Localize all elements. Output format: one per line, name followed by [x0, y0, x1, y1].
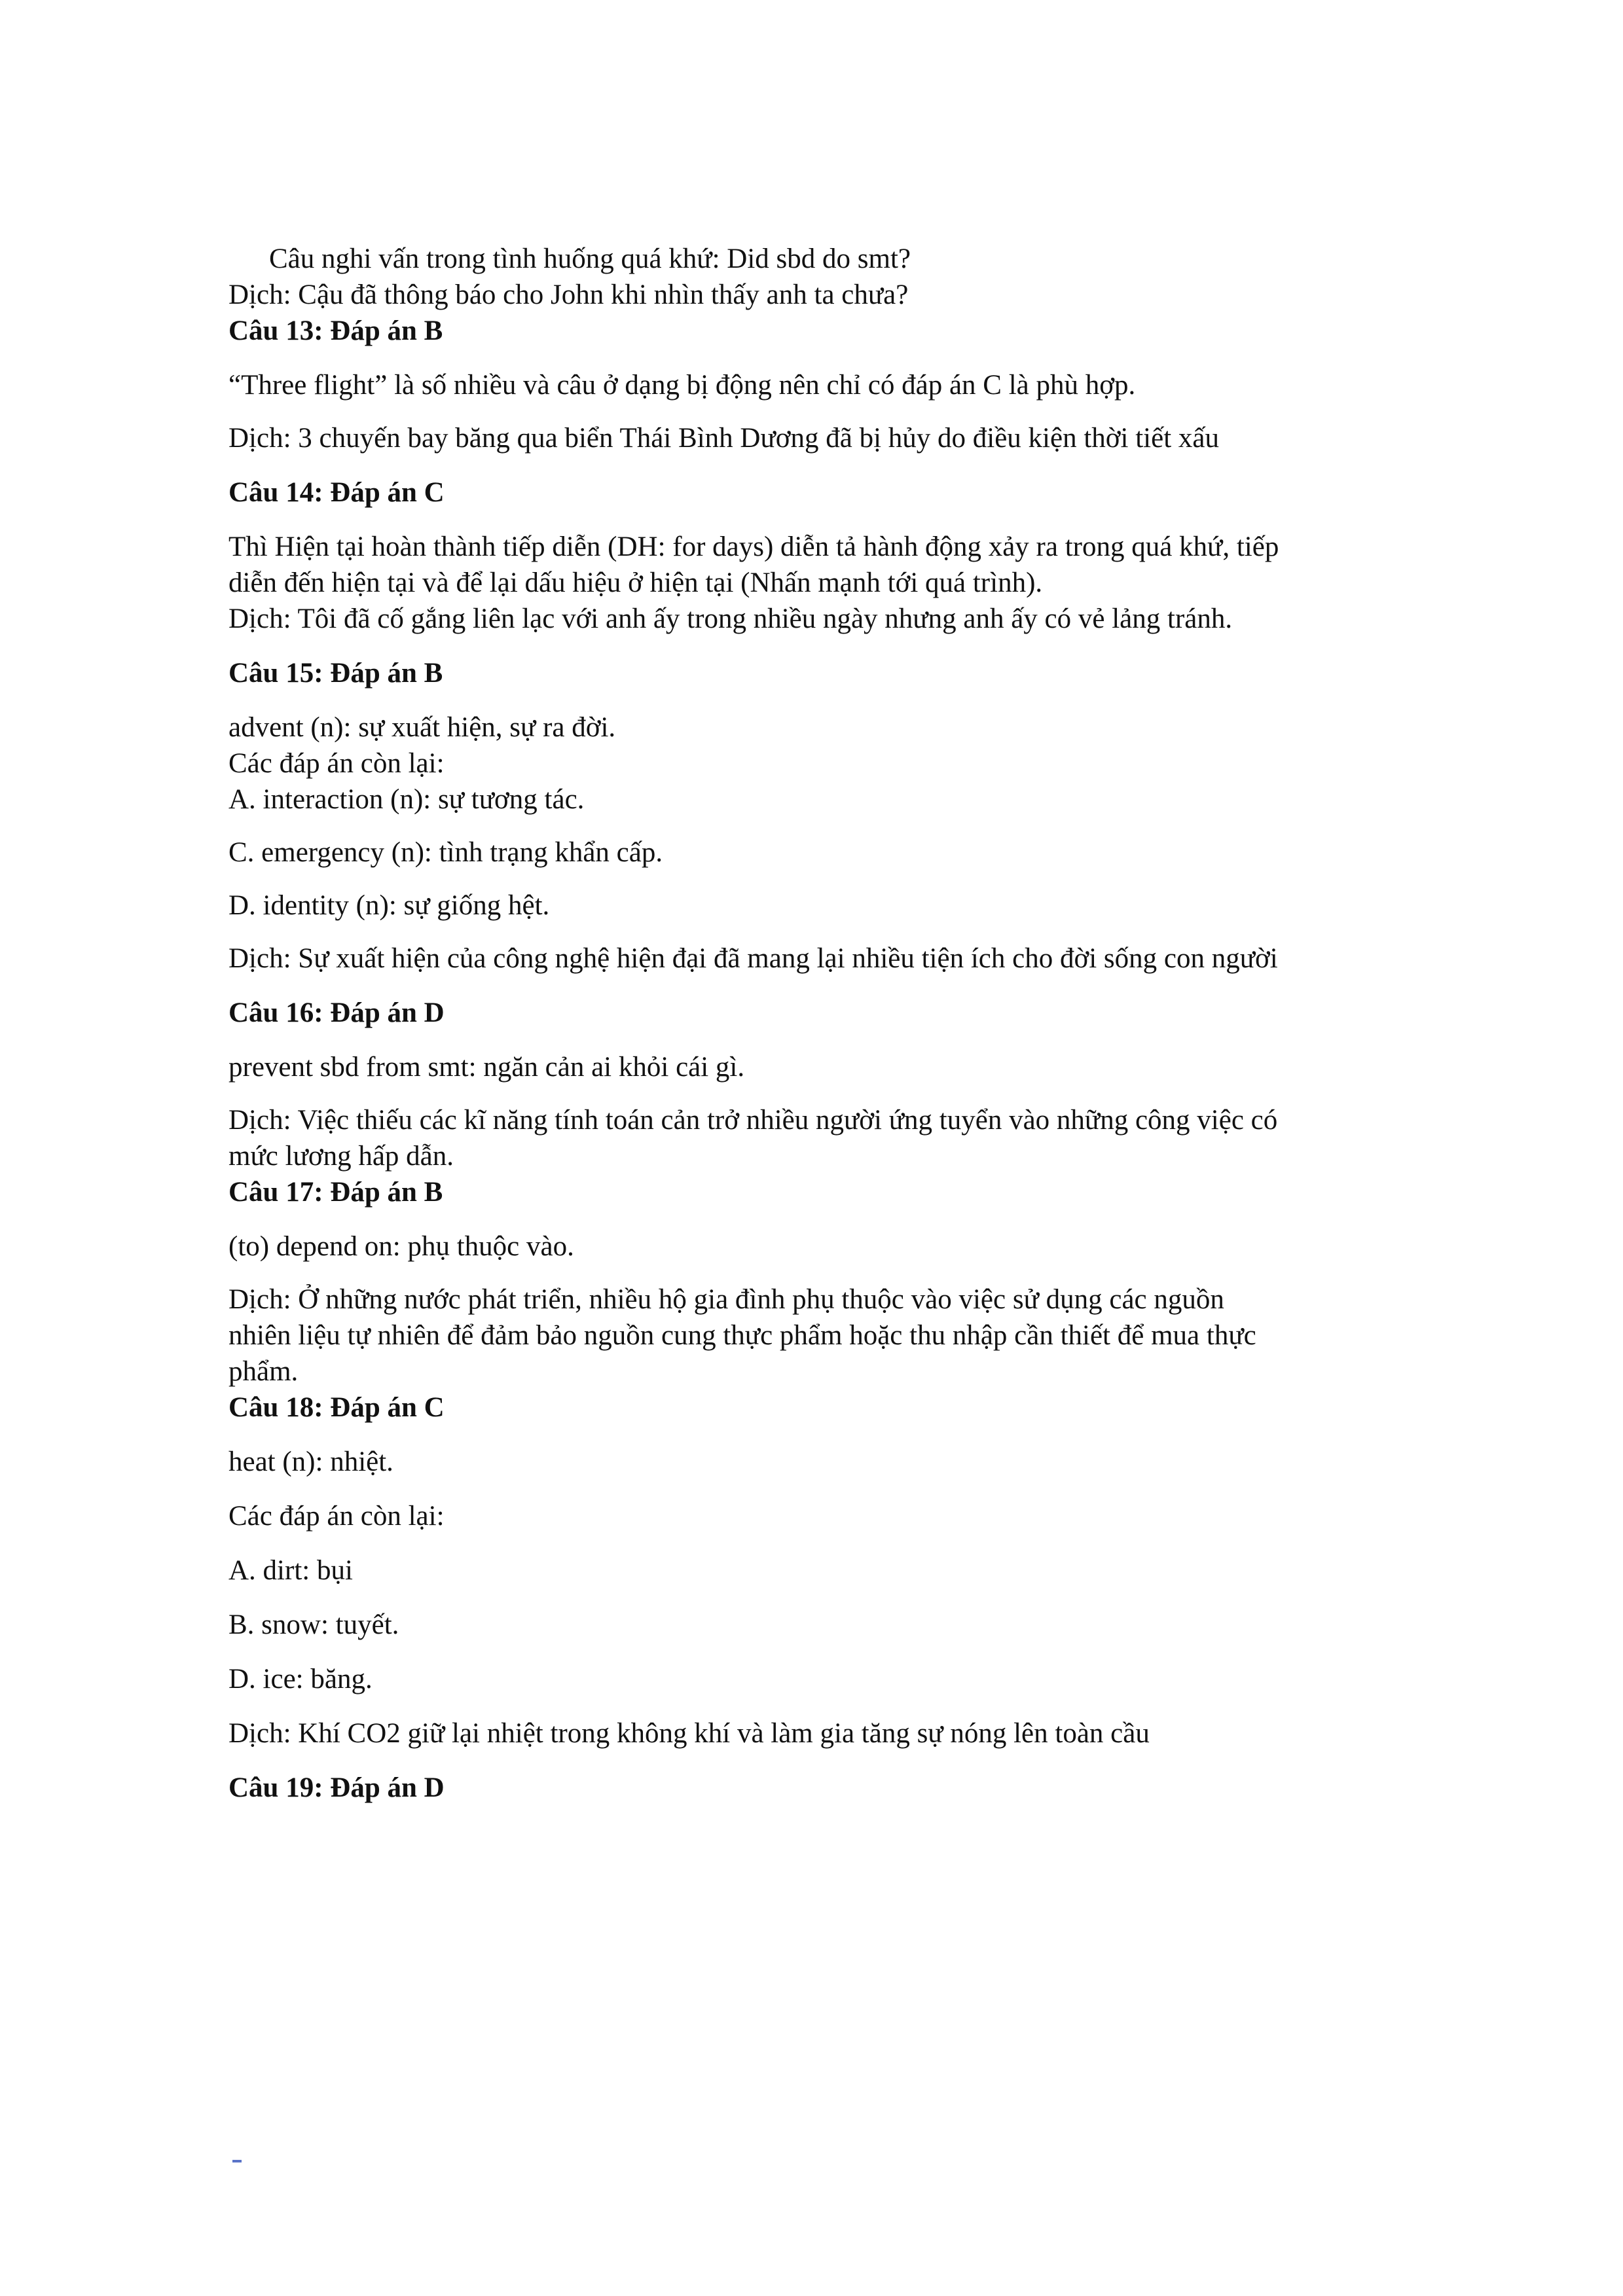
question-18-option-b: B. snow: tuyết. — [228, 1609, 399, 1640]
question-17-definition: (to) depend on: phụ thuộc vào. — [228, 1231, 574, 1262]
question-15-others-label: Các đáp án còn lại: — [228, 748, 445, 779]
question-18-others-label: Các đáp án còn lại: — [228, 1501, 445, 1532]
question-15-definition: advent (n): sự xuất hiện, sự ra đời. — [228, 712, 616, 743]
question-15-translation: Dịch: Sự xuất hiện của công nghệ hiện đại đã mang lại nhiều tiện ích cho đời sống con người — [228, 943, 1278, 974]
question-15-heading: Câu 15: Đáp án B — [228, 658, 443, 689]
question-14-explanation-line-1: Thì Hiện tại hoàn thành tiếp diễn (DH: for days) diễn tả hành động xảy ra trong quá khứ, tiếp — [228, 531, 1279, 562]
question-15-option-a: A. interaction (n): sự tương tác. — [228, 784, 585, 815]
question-13-translation: Dịch: 3 chuyến bay băng qua biển Thái Bình Dương đã bị hủy do điều kiện thời tiết xấu — [228, 423, 1219, 454]
question-18-translation: Dịch: Khí CO2 giữ lại nhiệt trong không khí và làm gia tăng sự nóng lên toàn cầu — [228, 1718, 1150, 1749]
question-16-definition: prevent sbd from smt: ngăn cản ai khỏi cái gì. — [228, 1052, 745, 1083]
intro-translation: Dịch: Cậu đã thông báo cho John khi nhìn thấy anh ta chưa? — [228, 279, 909, 310]
question-15-option-c: C. emergency (n): tình trạng khẩn cấp. — [228, 837, 663, 868]
question-15-option-d: D. identity (n): sự giống hệt. — [228, 890, 550, 921]
question-18-heading: Câu 18: Đáp án C — [228, 1392, 445, 1423]
question-17-translation-line-2: nhiên liệu tự nhiên để đảm bảo nguồn cung thực phẩm hoặc thu nhập cần thiết để mua thực — [228, 1320, 1256, 1351]
question-18-option-a: A. dirt: bụi — [228, 1555, 353, 1586]
footer-mark — [232, 2160, 242, 2162]
question-14-heading: Câu 14: Đáp án C — [228, 477, 445, 508]
question-19-heading: Câu 19: Đáp án D — [228, 1772, 445, 1803]
question-13-heading: Câu 13: Đáp án B — [228, 315, 443, 346]
question-13-explanation: “Three flight” là số nhiều và câu ở dạng bị động nên chỉ có đáp án C là phù hợp. — [228, 370, 1136, 401]
question-16-translation-line-1: Dịch: Việc thiếu các kĩ năng tính toán cản trở nhiều người ứng tuyển vào những công việc có — [228, 1105, 1278, 1136]
document-body — [228, 241, 1407, 1806]
question-16-heading: Câu 16: Đáp án D — [228, 997, 445, 1028]
question-17-heading: Câu 17: Đáp án B — [228, 1177, 443, 1208]
question-17-translation-line-3: phẩm. — [228, 1356, 299, 1387]
question-18-option-d: D. ice: băng. — [228, 1664, 373, 1695]
question-18-definition: heat (n): nhiệt. — [228, 1446, 393, 1477]
question-14-explanation-line-2: diễn đến hiện tại và để lại dấu hiệu ở hiện tại (Nhấn mạnh tới quá trình). — [228, 567, 1043, 598]
question-14-translation: Dịch: Tôi đã cố gắng liên lạc với anh ấy trong nhiều ngày nhưng anh ấy có vẻ lảng tránh. — [228, 603, 1233, 634]
intro-question-form: Câu nghi vấn trong tình huống quá khứ: Did sbd do smt? — [269, 243, 911, 274]
question-17-translation-line-1: Dịch: Ở những nước phát triển, nhiều hộ gia đình phụ thuộc vào việc sử dụng các nguồn — [228, 1284, 1224, 1315]
question-16-translation-line-2: mức lương hấp dẫn. — [228, 1141, 454, 1172]
